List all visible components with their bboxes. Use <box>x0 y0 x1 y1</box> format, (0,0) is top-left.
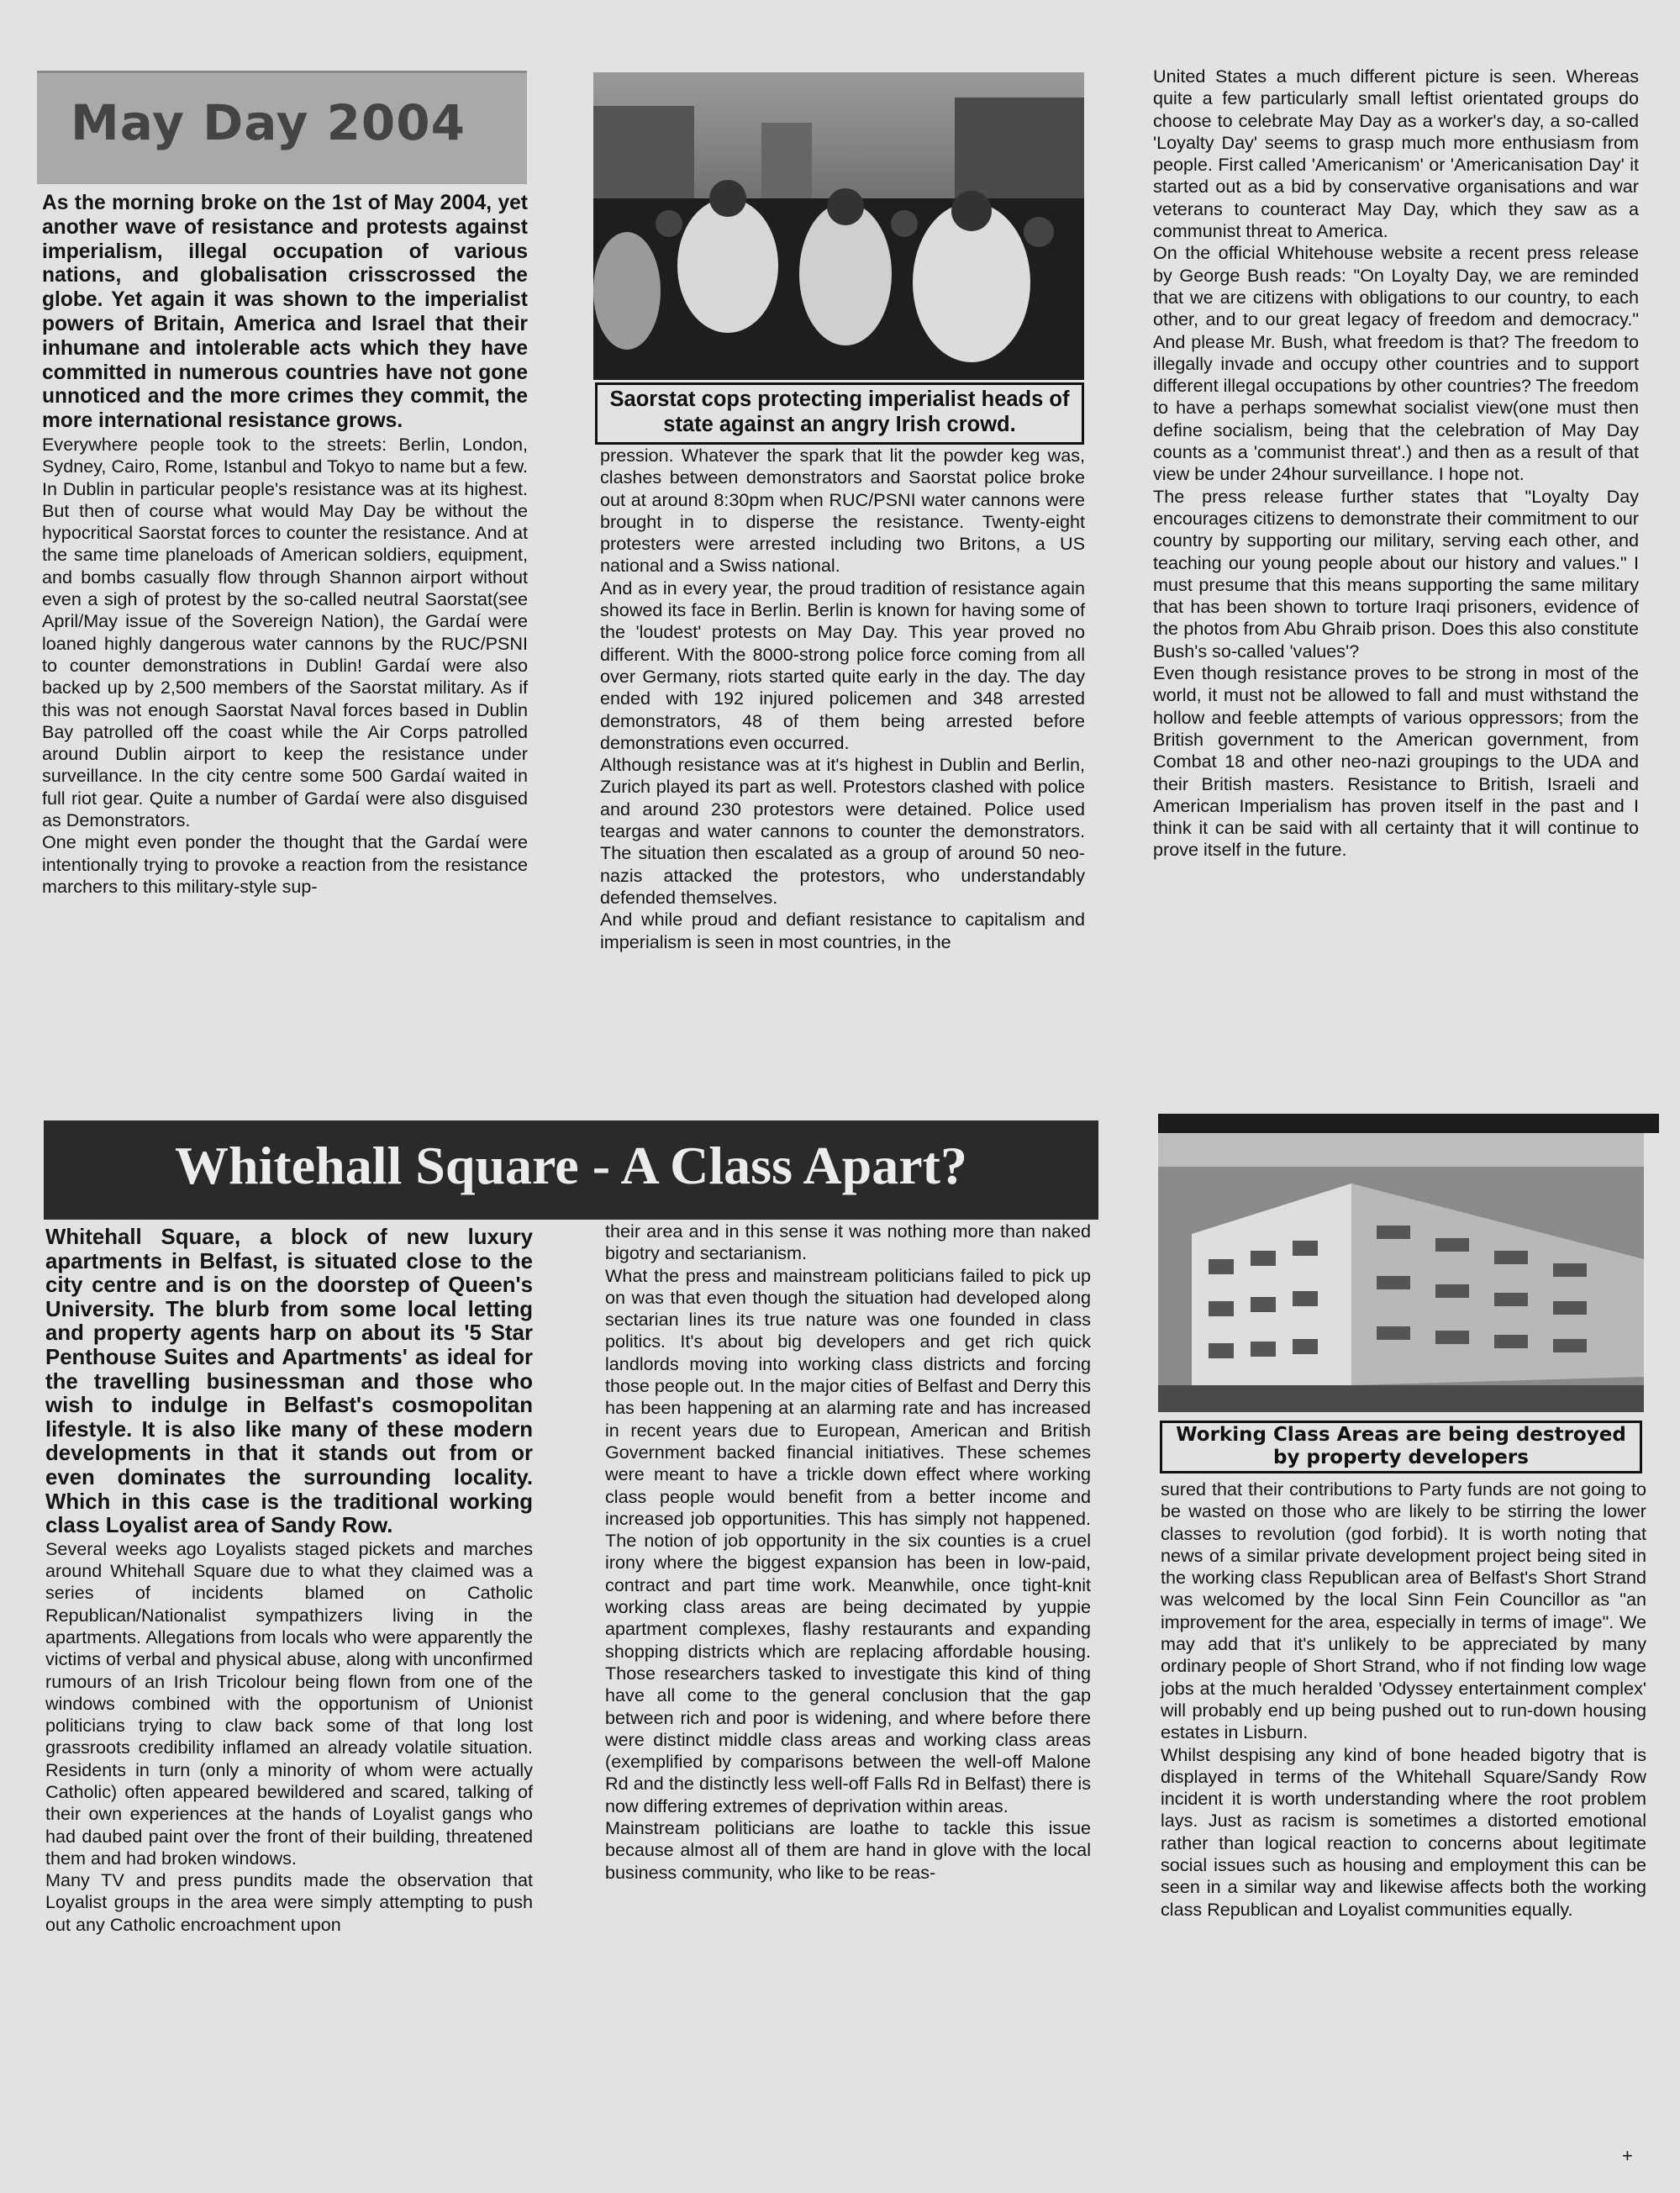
article2-paragraph: Many TV and press pundits made the observation that Loyalist groups in the area were simply attempting to push out any Catholic encroachment upon <box>45 1869 533 1935</box>
article1-lead: As the morning broke on the 1st of May 2004, yet another wave of resistance and protests against imperialism, illegal occupation of various nations, and globalisation crisscrossed the globe. Yet again it was shown to the imperialist powers of Britain, America and Israel that their inhumane and intolerable acts which they have committed in numerous countries have not gone unnoticed and the more crimes they commit, the more international resistance grows. <box>42 192 528 433</box>
photo-caption: Working Class Areas are being destroyed by property developers <box>1160 1421 1642 1473</box>
article2-paragraph: sured that their contributions to Party funds are not going to be wasted on those who are likely to be stirring the lower classes to revolution (god forbid). It is worth noting that news of a similar private development project being sited in the working class Republican area of Belfast's Short Strand was welcomed by the local Sinn Fein Councillor as "an improvement for the area, especially in terms of image". We may add that it's unlikely to be appreciated by many ordinary people of Short Strand, who if not finding low wage jobs at the much heralded 'Odyssey entertainment complex' will probably end up being pushed out to run-down housing estates in Lisburn. <box>1161 1479 1646 1743</box>
corner-mark: + <box>1622 2145 1633 2166</box>
apartments-photo-image <box>1158 1133 1644 1412</box>
divider <box>1158 1114 1659 1133</box>
crowd-photo <box>593 72 1084 380</box>
article1-paragraph: Everywhere people took to the streets: Berlin, London, Sydney, Cairo, Rome, Istanbul and Tokyo to name but a few. In Dublin in particular people's resistance was at its highest. But then of course what would May Day be without the hypocritical Saorstat forces to counter the resistance. And at the same time planeloads of American soldiers, equipment, and bombs casually flow through Shannon airport without even a sigh of protest by the so-called neutral Saorstat(see April/May issue of the Sovereign Nation), the Gardaí were loaned highly dangerous water cannons by the RUC/PSNI to counter demonstrations in Dublin! Gardaí were also backed up by 2,500 members of the Saorstat military. As if this was not enough Saorstat Naval forces based in Dublin Bay patrolled off the coast while the Air Corps patrolled around Dublin airport to keep the resistance under surveillance. In the city centre some 500 Gardaí waited in full riot gear. Quite a number of Gardaí were also disguised as Demonstrators. <box>42 433 528 831</box>
article1-paragraph: On the official Whitehouse website a recent press release by George Bush reads: "On Loyalty Day, we are reminded that we are citizens with obligations to our country, to each other, and to our great legacy of freedom and democracy." And please Mr. Bush, what freedom is that? The freedom to illegally invade and occupy other countries and to support different illegal occupations by other countries? The freedom to have a perhaps somewhat socialist view(one must then define socialism, being that the celebration of May Day counts as a 'communist threat'.) and then as a result of that view be under 24hour surveillance. I hope not. <box>1153 242 1639 485</box>
article1-paragraph: And while proud and defiant resistance to capitalism and imperialism is seen in most countries, in the <box>600 909 1085 952</box>
article2-paragraph: What the press and mainstream politicians failed to pick up on was that even though the situation had developed along sectarian lines its true nature was one founded in class politics. It's about big developers and get rich quick landlords moving into working class districts and forcing those people out. In the major cities of Belfast and Derry this has been happening at an alarming rate and has increased in recent years due to European, American and British Government backed financial initiatives. These schemes were meant to have a trickle down effect where working class people would benefit from a better income and increased job opportunities. This has simply not happened. The notion of job opportunity in the six counties is a cruel irony where the biggest expansion has been in low-paid, contract and part time work. Meanwhile, once tight-knit working class areas are being decimated by yuppie apartment complexes, flashy restaurants and expanding shopping districts which are replacing affordable housing. Those researchers tasked to investigate this kind of thing have all come to the general conclusion that the gap between rich and poor is widening, and where before there were distinct middle class areas and working class areas (exemplified by comparisons between the well-off Malone Rd and the distinctly less well-off Falls Rd in Belfast) there is now differing extremes of deprivation within areas. <box>605 1264 1091 1816</box>
article1-column-2 <box>600 445 1085 953</box>
article2-column-1 <box>45 1226 533 1936</box>
photo-caption: Saorstat cops protecting imperialist heads of state against an angry Irish crowd. <box>595 382 1084 445</box>
article1-paragraph: And as in every year, the proud tradition of resistance again showed its face in Berlin. Berlin is known for having some of the 'loudest' protests on May Day. This year proved no different. With the 8000-strong police force coming from all over Germany, riots started quite early in the day. The day ended with 192 injured policemen and 348 arrested demonstrators, 48 of them being arrested before demonstrations even occurred. <box>600 577 1085 753</box>
article2-paragraph: Several weeks ago Loyalists staged pickets and marches around Whitehall Square due to what they claimed was a series of incidents blamed on Catholic Republican/Nationalist sympathizers living in the apartments. Allegations from locals who were apparently the victims of verbal and physical abuse, along with unconfirmed rumours of an Irish Tricolour being flown from one of the windows combined with the opportunism of Unionist politicians trying to claw back some of that long lost grassroots credibility inflamed an already volatile situation. Residents in turn (only a minority of whom were actually Catholic) often appeared bewildered and scared, talking of their own experiences at the hands of Loyalist gangs who had daubed paint over the front of their building, threatened them and had broken windows. <box>45 1537 533 1869</box>
article1-paragraph: Even though resistance proves to be strong in most of the world, it must not be allowed to fall and must withstand the hollow and feeble attempts of various oppressors; from the British government to the American government, from Combat 18 and other neo-nazi groupings to the UDA and their British masters. Resistance to British, Israeli and American Imperialism has proven itself in the past and I think it can be said with all certainty that it will continue to prove itself in the future. <box>1153 662 1639 861</box>
article2-paragraph: their area and in this sense it was nothing more than naked bigotry and sectarianism. <box>605 1220 1091 1264</box>
article2-paragraph: Mainstream politicians are loathe to tackle this issue because almost all of them are hand in glove with the local business community, who like to be reas- <box>605 1817 1091 1883</box>
article1-column-1 <box>42 192 528 898</box>
article1-paragraph: The press release further states that "Loyalty Day encourages citizens to demonstrate their commitment to our country by supporting our military, serving each other, and teaching our young people about our history and values." I must presume that this means supporting the same military that has been shown to torture Iraqi prisoners, evidence of the photos from Abu Ghraib prison. Does this also constitute Bush's so-called 'values'? <box>1153 485 1639 662</box>
article1-paragraph: pression. Whatever the spark that lit the powder keg was, clashes between demonstrators and Saorstat police broke out at around 8:30pm when RUC/PSNI water cannons were brought in to disperse the resistance. Twenty-eight protesters were arrested including two Britons, a US national and a Swiss national. <box>600 445 1085 577</box>
article2-lead: Whitehall Square, a block of new luxury apartments in Belfast, is situated close to the city centre and is on the doorstep of Queen's University. The blurb from some local letting and property agents harp on about its '5 Star Penthouse Suites and Apartments' as ideal for the travelling businessman and those who wish to indulge in Belfast's cosmopolitan lifestyle. It is also like many of these modern developments in that it stands out from or even dominates the surrounding locality. Which in this case is the traditional working class Loyalist area of Sandy Row. <box>45 1226 533 1538</box>
article1-paragraph: United States a much different picture is seen. Whereas quite a few particularly small leftist orientated groups do choose to celebrate May Day as a worker's day, a so-called 'Loyalty Day' seems to grasp much more enthusiasm from people. First called 'Americanism' or 'Americanisation Day' it started out as a bid by conservative organisations and war veterans to counteract May Day, which they saw as a communist threat to America. <box>1153 66 1639 242</box>
article2-paragraph: Whilst despising any kind of bone headed bigotry that is displayed in terms of the Whitehall Square/Sandy Row incident it is worth understanding where the root problem lays. Just as racism is sometimes a distorted emotional rather than logical reaction to concerns about legitimate social issues such as housing and employment this can be seen in a similar way and likewise affects both the working class Republican and Loyalist communities equally. <box>1161 1743 1646 1920</box>
apartments-photo <box>1158 1133 1644 1412</box>
crowd-photo-image <box>593 72 1084 380</box>
article1-title: May Day 2004 <box>71 94 466 151</box>
article2-column-2 <box>605 1220 1091 1884</box>
article2-column-3 <box>1161 1479 1646 1921</box>
article1-column-3 <box>1153 66 1639 862</box>
article1-paragraph: Although resistance was at it's highest in Dublin and Berlin, Zurich played its part as well. Protestors clashed with police and around 230 protestors were detained. Police used teargas and water cannons to counter the demonstrators. The situation then escalated as a group of around 50 neo-nazis attacked the protestors, who understandably defended themselves. <box>600 754 1085 908</box>
article1-paragraph: One might even ponder the thought that the Gardaí were intentionally trying to provoke a reaction from the resistance marchers to this military-style sup- <box>42 831 528 897</box>
article2-title: Whitehall Square - A Class Apart? <box>175 1136 967 1195</box>
